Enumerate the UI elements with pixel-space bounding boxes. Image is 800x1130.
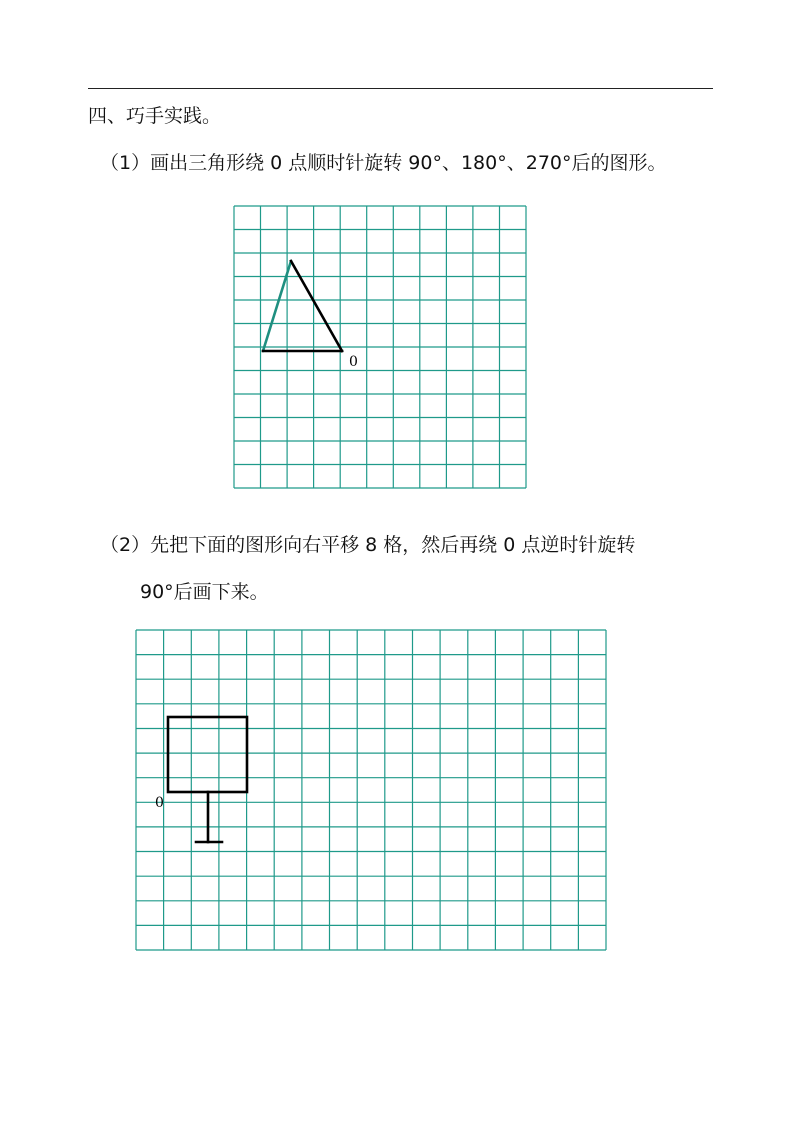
triangle-right-edge [291,261,342,351]
question-1-text: （1）画出三角形绕 0 点顺时针旋转 90°、180°、270°后的图形。 [100,152,667,174]
question-1-grid [234,206,526,488]
top-divider [88,88,713,89]
rotation-point-label: 0 [155,795,164,811]
rotation-point-label: 0 [349,354,358,370]
question-2-grid [136,630,606,950]
question-2-text-line-2: 90°后画下来。 [140,581,269,603]
grid-1-lines [234,206,526,488]
question-2-text-line-1: （2）先把下面的图形向右平移 8 格，然后再绕 0 点逆时针旋转 [100,534,636,556]
grid-2-lines [136,630,606,950]
section-heading: 四、巧手实践。 [88,105,222,127]
